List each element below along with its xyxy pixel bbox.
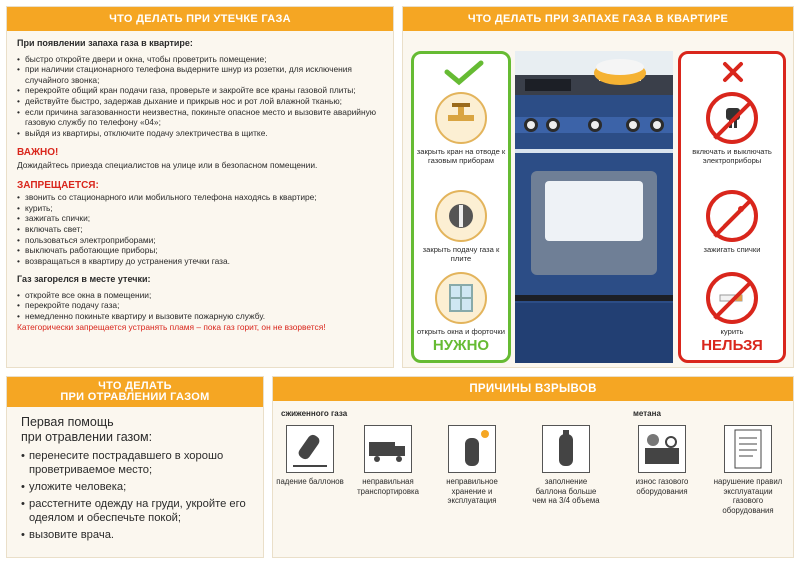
gas-poisoning-panel <box>6 376 264 558</box>
list-item: • расстегните одежду на груди, укройте его одеялом и обеспечьте покой; <box>21 497 249 525</box>
window-icon <box>435 272 487 324</box>
list-item: • возвращаться в квартиру до устранения утечки газа. <box>17 256 383 267</box>
list-item: • звонить со стационарного или мобильного телефона находясь в квартире; <box>17 192 383 203</box>
leak-steps-list <box>17 54 383 139</box>
list-item: • перенесите пострадавшего в хорошо проветриваемое место; <box>21 449 249 477</box>
truck-icon <box>364 425 412 473</box>
list-item: • пользоваться электроприборами; <box>17 235 383 246</box>
allowed-item-close-stove: закрыть подачу газа к плите <box>414 190 508 264</box>
checkmark-icon <box>444 60 484 86</box>
fire-steps-list <box>17 290 383 322</box>
cause-storage: неправильное хранение и эксплуатация <box>437 425 507 506</box>
forbidden-list <box>17 192 383 266</box>
list-item: • перекройте общий кран подачи газа, проверьте и закройте все краны газовой плиты; <box>17 85 383 96</box>
list-item: • откройте все окна в помещении; <box>17 290 383 301</box>
poisoning-title: ЧТО ДЕЛАТЬ ПРИ ОТРАВЛЕНИИ ГАЗОМ <box>7 377 263 407</box>
falling-cylinder-icon <box>286 425 334 473</box>
cause-overfill: заполнение баллона больше чем на 3/4 объема <box>531 425 601 506</box>
list-item: • выключать работающие приборы; <box>17 245 383 256</box>
gas-leak-title: ЧТО ДЕЛАТЬ ПРИ УТЕЧКЕ ГАЗА <box>7 7 393 31</box>
important-text: Дожидайтесь приезда специалистов на улице или в безопасном помещении. <box>17 159 318 170</box>
cause-transport: неправильная транспортировка <box>353 425 423 496</box>
forbidden-item-matches: зажигать спички <box>681 190 783 254</box>
allowed-card <box>411 51 511 363</box>
cigarette-ban-icon <box>706 272 758 324</box>
list-item: • быстро откройте двери и окна, чтобы проветрить помещение; <box>17 54 383 65</box>
cause-worn-equipment: износ газового оборудования <box>627 425 697 496</box>
forbidden-item-electro: включать и выключать электроприборы <box>681 92 783 166</box>
cylinder-sun-icon <box>448 425 496 473</box>
gas-stove-illustration <box>515 51 673 363</box>
explosion-causes-panel <box>272 376 794 558</box>
allowed-item-close-valve: закрыть кран на отводе к газовым приборам <box>414 92 508 166</box>
list-item: • включать свет; <box>17 224 383 235</box>
worn-equipment-icon <box>638 425 686 473</box>
list-item: • курить; <box>17 203 383 214</box>
list-item: • если причина загазованности неизвестна, покиньте опасное место и вызовите аварийную газовую службу по телефону «04»; <box>17 107 383 128</box>
leak-intro: При появлении запаха газа в квартире: <box>17 38 193 48</box>
allowed-item-open-windows: открыть окна и форточки <box>414 272 508 336</box>
rules-document-icon <box>724 425 772 473</box>
allowed-label: НУЖНО <box>432 337 490 354</box>
forbidden-label: НЕЛЬЗЯ <box>701 337 763 354</box>
cause-rules-violation: нарушение правил эксплуатации газового оборудования <box>713 425 783 515</box>
explosion-title: ПРИЧИНЫ ВЗРЫВОВ <box>273 377 793 401</box>
cross-icon <box>721 60 745 84</box>
forbidden-label: ЗАПРЕЩАЕТСЯ: <box>17 179 99 191</box>
gas-leak-panel <box>6 6 394 368</box>
cause-falling-cylinders: падение баллонов <box>275 425 345 487</box>
stove-knob-icon <box>435 190 487 242</box>
match-ban-icon <box>706 190 758 242</box>
list-item: • зажигать спички; <box>17 213 383 224</box>
list-item: • действуйте быстро, задержав дыхание и прикрыв нос и рот лой влажной тканью; <box>17 96 383 107</box>
list-item: • при наличии стационарного телефона выдерните шнур из розетки, для исключения случайного звонка; <box>17 64 383 85</box>
first-aid-heading: Первая помощь при отравлении газом: <box>21 415 153 444</box>
category-lpg: сжиженного газа <box>281 409 348 418</box>
gas-smell-title: ЧТО ДЕЛАТЬ ПРИ ЗАПАХЕ ГАЗА В КВАРТИРЕ <box>403 7 793 31</box>
category-methane: метана <box>633 409 661 418</box>
list-item: • уложите человека; <box>21 480 249 494</box>
list-item: • выйдя из квартиры, отключите подачу электричества в щитке. <box>17 128 383 139</box>
first-aid-list <box>21 449 249 542</box>
forbidden-card <box>678 51 786 363</box>
list-item: • немедленно покиньте квартиру и вызовите пожарную службу. <box>17 311 383 322</box>
fire-title: Газ загорелся в месте утечки: <box>17 274 151 285</box>
gas-smell-panel <box>402 6 794 368</box>
gas-cylinder-icon <box>542 425 590 473</box>
forbidden-item-smoking: курить <box>681 272 783 336</box>
important-label: ВАЖНО! <box>17 147 59 159</box>
valve-icon <box>435 92 487 144</box>
list-item: • перекройте подачу газа; <box>17 300 383 311</box>
plug-ban-icon <box>706 92 758 144</box>
fire-warning: Категорически запрещается устранять пламя – пока газ горит, он не взорвется! <box>17 321 326 332</box>
list-item: • вызовите врача. <box>21 528 249 542</box>
